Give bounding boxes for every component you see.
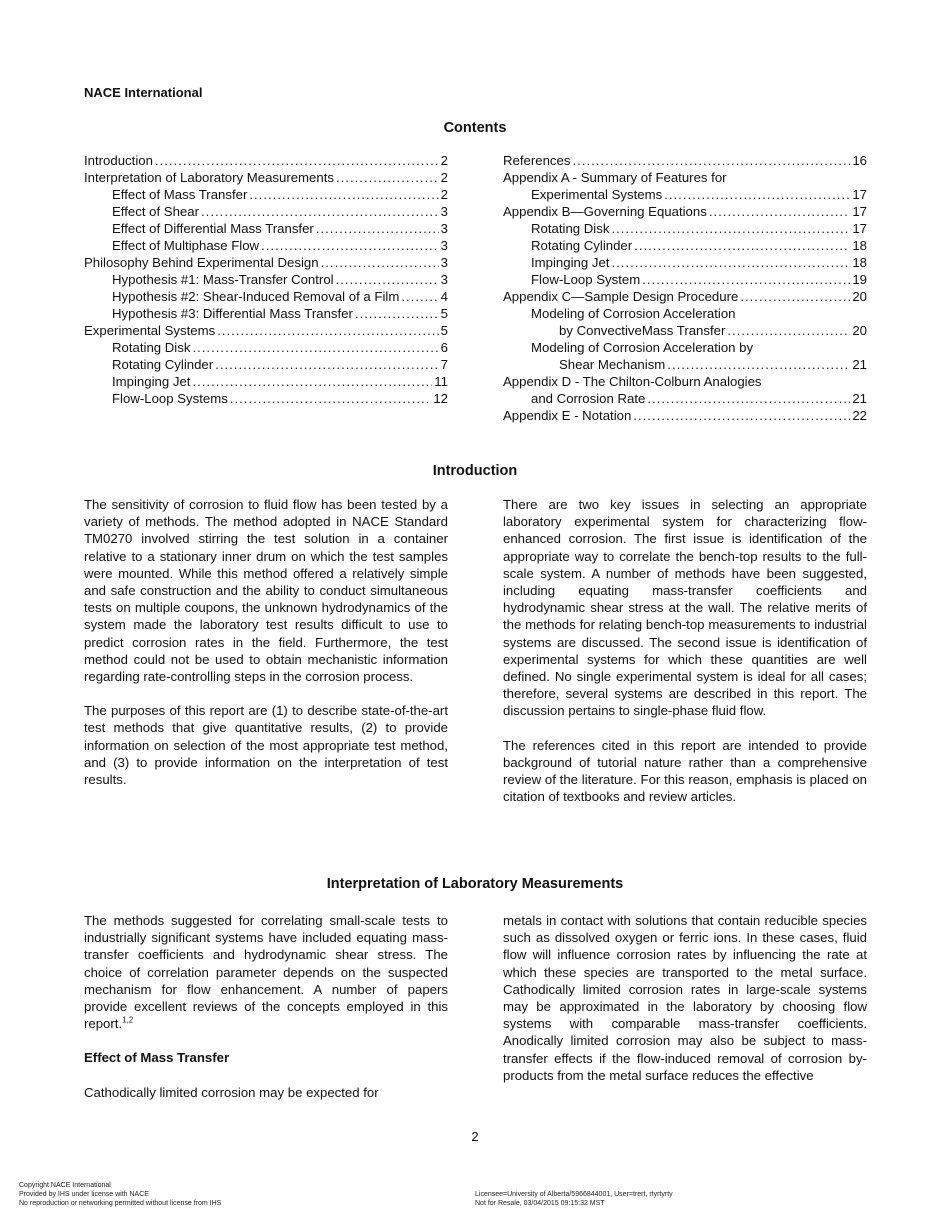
toc-entry[interactable]: [84, 220, 448, 237]
toc-entry-page: 17: [852, 221, 867, 236]
toc-entry-title: Flow-Loop Systems: [112, 391, 228, 406]
footer-left-line: Provided by IHS under license with NACE: [19, 1191, 149, 1198]
toc-entry[interactable]: [84, 203, 448, 220]
toc-leader-dots: [667, 356, 850, 373]
toc-leader-dots: [336, 169, 439, 186]
toc-entry[interactable]: [84, 237, 448, 254]
interp-right-column: [503, 912, 867, 1101]
toc-entry-page: 20: [852, 289, 867, 304]
toc-leader-dots: [155, 152, 439, 169]
footer-left-line: Copyright NACE International: [19, 1182, 111, 1189]
toc-entry-title: Rotating Cylinder: [112, 357, 214, 372]
footer-right: [475, 1190, 673, 1208]
interp-paragraph-3: metals in contact with solutions that contain reducible species such as dissolved oxygen or ferric ions. In these cases, fluid flow will influence corrosion rates by influencing the rate at which these species are transported to the metal surface. Cathodically limited corrosion rates in large-scale systems may be approximated in the laboratory by choosing flow systems with comparable mass-transfer coefficients. Anodically limited corrosion may also be subject to mass-transfer effects if the flow-induced removal of corrosion by-products from the metal surface reduces the effective: [503, 913, 867, 1083]
toc-entry-page: 18: [852, 238, 867, 253]
footer-right-line: Not for Resale, 03/04/2015 09:15:32 MST: [475, 1200, 605, 1207]
toc-entry[interactable]: [503, 237, 867, 254]
toc-entry-title: Appendix C—Sample Design Procedure: [503, 289, 739, 304]
introduction-heading: Introduction: [432, 463, 518, 479]
toc-entry-page: 5: [440, 306, 448, 321]
toc-entry-title: Appendix E - Notation: [503, 408, 632, 423]
toc-leader-dots: [230, 390, 432, 407]
toc-entry-title: Experimental Systems: [531, 187, 663, 202]
toc-leader-dots: [633, 407, 850, 424]
toc-entry-title: Philosophy Behind Experimental Design: [84, 255, 319, 270]
intro-paragraph-4: The references cited in this report are intended to provide background of tutorial nature rather than a comprehensive review of the literature. For this reason, emphasis is placed on citation of textbooks and review articles.: [503, 737, 867, 805]
toc-entry-page: 2: [440, 187, 448, 202]
toc-entry[interactable]: [503, 305, 867, 322]
toc-leader-dots: [201, 203, 439, 220]
toc-right-column: [503, 152, 867, 424]
toc-left-column: [84, 152, 448, 407]
toc-leader-dots: [664, 186, 850, 203]
toc-entry-page: 18: [852, 255, 867, 270]
toc-leader-dots: [336, 271, 439, 288]
toc-entry[interactable]: [84, 288, 448, 305]
toc-entry-title: Impinging Jet: [112, 374, 191, 389]
toc-entry-title: Effect of Mass Transfer: [112, 187, 248, 202]
citation-superscript: 1,2: [122, 1015, 134, 1025]
toc-entry[interactable]: [503, 322, 867, 339]
intro-left-column: [84, 496, 448, 805]
toc-entry-page: 7: [440, 357, 448, 372]
toc-leader-dots: [215, 356, 439, 373]
toc-entry-title: Hypothesis #2: Shear-Induced Removal of a Film: [112, 289, 400, 304]
toc-entry-page: 17: [852, 204, 867, 219]
toc-entry[interactable]: [503, 356, 867, 373]
toc-leader-dots: [642, 271, 850, 288]
toc-entry[interactable]: [84, 373, 448, 390]
intro-paragraph-1: The sensitivity of corrosion to fluid flow has been tested by a variety of methods. The method adopted in NACE Standard TM0270 involved stirring the test solution in a container relative to a stationary inner drum on which the test samples were mounted. While this method offered a relatively simple and safe construction and the ability to conduct simultaneous tests on multiple coupons, the unknown hydrodynamics of the system made the laboratory test results difficult to use to predict corrosion rates in the field. Furthermore, the test method could not be used to obtain mechanistic information regarding rate-controlling steps in the corrosion process.: [84, 497, 448, 685]
toc-leader-dots: [192, 373, 432, 390]
toc-entry-page: 6: [440, 340, 448, 355]
toc-leader-dots: [572, 152, 850, 169]
toc-entry-page: 3: [440, 204, 448, 219]
toc-entry-title: Experimental Systems: [84, 323, 216, 338]
toc-entry[interactable]: [503, 407, 867, 424]
toc-entry[interactable]: [84, 339, 448, 356]
footer-right-line: Licensee=University of Alberta/5966844001, User=trert, rtyrtyrty: [475, 1191, 673, 1198]
toc-entry[interactable]: [503, 203, 867, 220]
toc-entry-title: Impinging Jet: [531, 255, 610, 270]
toc-leader-dots: [321, 254, 439, 271]
effect-of-mass-transfer-subheading: Effect of Mass Transfer: [84, 1050, 230, 1066]
toc-entry[interactable]: [84, 322, 448, 339]
toc-entry-title: Rotating Cylinder: [531, 238, 633, 253]
footer-left: [19, 1181, 221, 1208]
toc-entry-title: Effect of Multiphase Flow: [112, 238, 260, 253]
toc-entry[interactable]: [503, 339, 867, 356]
toc-entry-page: 2: [440, 153, 448, 168]
toc-entry-title: Hypothesis #3: Differential Mass Transfer: [112, 306, 353, 321]
toc-entry-page: 12: [433, 391, 448, 406]
toc-leader-dots: [634, 237, 850, 254]
toc-entry-page: 21: [852, 391, 867, 406]
toc-entry-title: Modeling of Corrosion Acceleration: [531, 306, 736, 321]
toc-entry-page: 17: [852, 187, 867, 202]
toc-entry[interactable]: [503, 288, 867, 305]
interp-paragraph-1: [84, 912, 448, 1032]
toc-leader-dots: [740, 288, 850, 305]
toc-entry-title: Rotating Disk: [112, 340, 191, 355]
toc-leader-dots: [647, 390, 850, 407]
toc-leader-dots: [401, 288, 438, 305]
intro-paragraph-3: There are two key issues in selecting an appropriate laboratory experimental system for characterizing flow-enhanced corrosion. The first issue is identification of the appropriate way to correlate the bench-top results to the full-scale system. A number of methods have been suggested, including equating mass-transfer coefficients and hydrodynamic shear stress at the wall. The relative merits of the methods for relating bench-top measurements to industrial systems are discussed. The second issue is identification of experimental systems for which these quantities are well defined. No single experimental system is ideal for all cases; therefore, several systems are described in this report. The discussion pertains to single-phase fluid flow.: [503, 497, 867, 719]
toc-entry-title: Modeling of Corrosion Acceleration by: [531, 340, 754, 355]
toc-entry-title: Appendix A - Summary of Features for: [503, 170, 727, 185]
interp-paragraph-2: Cathodically limited corrosion may be expected for: [84, 1084, 379, 1100]
toc-entry[interactable]: [84, 271, 448, 288]
toc-leader-dots: [727, 322, 850, 339]
toc-entry-title: Introduction: [84, 153, 153, 168]
toc-entry-page: 3: [440, 238, 448, 253]
toc-leader-dots: [709, 203, 851, 220]
toc-entry-page: 11: [434, 374, 448, 389]
toc-entry-title: References: [503, 153, 571, 168]
toc-entry-page: 2: [440, 170, 448, 185]
toc-entry-title: Effect of Differential Mass Transfer: [112, 221, 314, 236]
toc-entry-page: 3: [440, 255, 448, 270]
toc-entry[interactable]: [84, 186, 448, 203]
toc-entry-page: 5: [440, 323, 448, 338]
header-org: NACE International: [84, 85, 203, 100]
toc-entry-page: 19: [852, 272, 867, 287]
toc-leader-dots: [249, 186, 438, 203]
toc-entry-page: 3: [440, 221, 448, 236]
toc-entry[interactable]: [84, 390, 448, 407]
toc-entry-title: by ConvectiveMass Transfer: [559, 323, 726, 338]
toc-entry-title: Shear Mechanism: [559, 357, 666, 372]
toc-entry-title: Effect of Shear: [112, 204, 199, 219]
toc-title: Contents: [443, 120, 507, 136]
toc-leader-dots: [192, 339, 438, 356]
interpretation-heading: Interpretation of Laboratory Measurements: [326, 876, 624, 892]
toc-entry[interactable]: [84, 356, 448, 373]
intro-right-column: [503, 496, 867, 822]
toc-entry[interactable]: [503, 220, 867, 237]
toc-entry[interactable]: [84, 305, 448, 322]
intro-paragraph-2: The purposes of this report are (1) to describe state-of-the-art test methods that give quantitative results, (2) to provide information on selection of the most appropriate test method, and (3) to provide information on the interpretation of test results.: [84, 703, 448, 788]
toc-entry-title: Rotating Disk: [531, 221, 610, 236]
toc-entry-page: 21: [852, 357, 867, 372]
toc-leader-dots: [355, 305, 439, 322]
toc-entry[interactable]: [503, 152, 867, 169]
toc-entry[interactable]: [84, 152, 448, 169]
toc-entry-page: 3: [440, 272, 448, 287]
page-number: 2: [471, 1129, 479, 1144]
toc-entry-title: Appendix D - The Chilton-Colburn Analogies: [503, 374, 762, 389]
toc-leader-dots: [217, 322, 438, 339]
toc-leader-dots: [261, 237, 439, 254]
toc-entry[interactable]: [84, 169, 448, 186]
toc-entry-page: 16: [852, 153, 867, 168]
toc-entry[interactable]: [503, 373, 867, 390]
toc-entry-title: Appendix B—Governing Equations: [503, 204, 707, 219]
toc-leader-dots: [316, 220, 439, 237]
toc-leader-dots: [611, 220, 850, 237]
toc-entry-title: Hypothesis #1: Mass-Transfer Control: [112, 272, 334, 287]
toc-entry[interactable]: [503, 390, 867, 407]
toc-entry-title: Interpretation of Laboratory Measurements: [84, 170, 334, 185]
footer-left-line: No reproduction or networking permitted without license from IHS: [19, 1200, 222, 1207]
interp-paragraph-1-text: The methods suggested for correlating small-scale tests to industrially significant systems have included equating mass-transfer coefficients and hydrodynamic shear stress. The choice of correlation parameter depends on the suspected mechanism for flow enhancement. A number of papers provide excellent reviews of the concepts employed in this report.: [84, 913, 448, 1032]
toc-entry-page: 22: [852, 408, 867, 423]
toc-leader-dots: [611, 254, 850, 271]
toc-entry[interactable]: [503, 169, 867, 186]
toc-entry[interactable]: [503, 271, 867, 288]
toc-entry-title: Flow-Loop System: [531, 272, 641, 287]
toc-entry-title: and Corrosion Rate: [531, 391, 646, 406]
toc-entry[interactable]: [503, 186, 867, 203]
toc-entry-page: 4: [440, 289, 448, 304]
toc-entry[interactable]: [84, 254, 448, 271]
interp-left-column: [84, 912, 448, 1118]
toc-entry[interactable]: [503, 254, 867, 271]
toc-entry-page: 20: [852, 323, 867, 338]
